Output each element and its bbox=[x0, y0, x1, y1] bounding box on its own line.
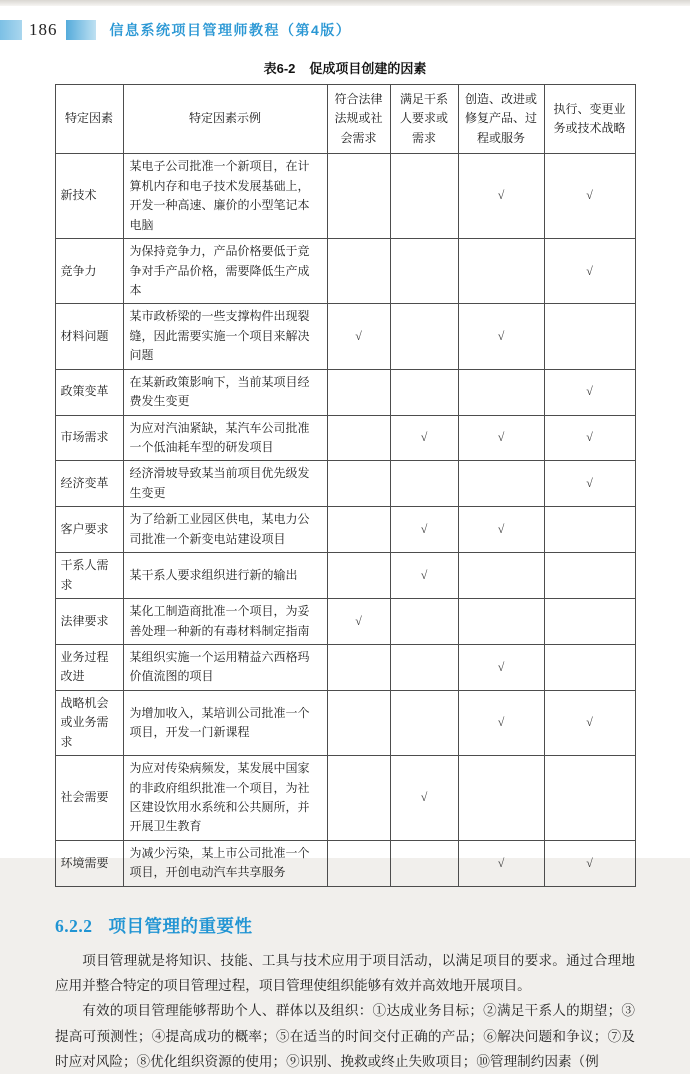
checkmark-cell: √ bbox=[544, 369, 635, 415]
factor-cell: 市场需求 bbox=[55, 415, 123, 461]
paragraph: 有效的项目管理能够帮助个人、群体以及组织：①达成业务目标；②满足干系人的期望；③提高可预测性；④提高成功的概率；⑤在适当的时间交付正确的产品；⑥解决问题和争议；⑦及时应对风险；⑧优化组织资源的使用；⑨识别、挽救或终止失败项目；⑩管理制约因素（例 bbox=[55, 1003, 635, 1069]
table-row bbox=[55, 415, 635, 461]
checkmark-cell: √ bbox=[458, 507, 544, 553]
table-row bbox=[55, 840, 635, 886]
factor-cell: 客户要求 bbox=[55, 507, 123, 553]
empty-cell bbox=[544, 599, 635, 645]
checkmark-cell: √ bbox=[458, 415, 544, 461]
empty-cell bbox=[327, 507, 390, 553]
project-factors-table bbox=[55, 84, 636, 887]
checkmark-cell: √ bbox=[458, 304, 544, 369]
table-body bbox=[55, 154, 635, 886]
factor-cell: 政策变革 bbox=[55, 369, 123, 415]
empty-cell bbox=[544, 553, 635, 599]
book-page bbox=[0, 6, 690, 1069]
table-row bbox=[55, 154, 635, 239]
empty-cell bbox=[544, 304, 635, 369]
body-text bbox=[55, 948, 635, 1074]
empty-cell bbox=[327, 415, 390, 461]
table-row bbox=[55, 507, 635, 553]
empty-cell bbox=[458, 369, 544, 415]
page-number: 186 bbox=[29, 20, 58, 39]
paragraph: 项目管理就是将知识、技能、工具与技术应用于项目活动，以满足项目的要求。通过合理地应用并整合特定的项目管理过程，项目管理使组织能够有效并高效地开展项目。 bbox=[55, 952, 635, 994]
example-cell: 在某新政策影响下，当前某项目经费发生变更 bbox=[123, 369, 327, 415]
example-cell: 某组织实施一个运用精益六西格玛价值流图的项目 bbox=[123, 644, 327, 690]
example-cell: 为增加收入，某培训公司批准一个项目，开发一门新课程 bbox=[123, 690, 327, 755]
column-header: 特定因素 bbox=[55, 85, 123, 154]
empty-cell bbox=[544, 756, 635, 841]
table-row bbox=[55, 644, 635, 690]
empty-cell bbox=[458, 756, 544, 841]
factor-cell: 环境需要 bbox=[55, 840, 123, 886]
checkmark-cell: √ bbox=[327, 304, 390, 369]
example-cell: 某化工制造商批准一个项目，为妥善处理一种新的有毒材料制定指南 bbox=[123, 599, 327, 645]
factor-cell: 业务过程改进 bbox=[55, 644, 123, 690]
empty-cell bbox=[327, 154, 390, 239]
factor-cell: 社会需要 bbox=[55, 756, 123, 841]
column-header: 创造、改进或修复产品、过程或服务 bbox=[458, 85, 544, 154]
empty-cell bbox=[458, 553, 544, 599]
table-row bbox=[55, 304, 635, 369]
empty-cell bbox=[327, 690, 390, 755]
factor-cell: 战略机会或业务需求 bbox=[55, 690, 123, 755]
table-caption-label: 表6-2 bbox=[263, 61, 296, 76]
checkmark-cell: √ bbox=[327, 599, 390, 645]
empty-cell bbox=[390, 599, 458, 645]
checkmark-cell: √ bbox=[390, 756, 458, 841]
table-row bbox=[55, 553, 635, 599]
section-number: 6.2.2 bbox=[55, 915, 93, 936]
column-header: 执行、变更业务或技术战略 bbox=[544, 85, 635, 154]
example-cell: 为应对传染病频发，某发展中国家的非政府组织批准一个项目，为社区建设饮用水系统和公共厕所，并开展卫生教育 bbox=[123, 756, 327, 841]
section-heading bbox=[55, 913, 635, 938]
section-title: 项目管理的重要性 bbox=[108, 915, 253, 936]
checkmark-cell: √ bbox=[544, 840, 635, 886]
checkmark-cell: √ bbox=[544, 415, 635, 461]
empty-cell bbox=[327, 644, 390, 690]
empty-cell bbox=[390, 239, 458, 304]
table-row bbox=[55, 369, 635, 415]
checkmark-cell: √ bbox=[544, 154, 635, 239]
checkmark-cell: √ bbox=[390, 553, 458, 599]
example-cell: 为应对汽油紧缺，某汽车公司批准一个低油耗车型的研发项目 bbox=[123, 415, 327, 461]
empty-cell bbox=[390, 644, 458, 690]
column-header: 满足干系人要求或需求 bbox=[390, 85, 458, 154]
example-cell: 为减少污染，某上市公司批准一个项目，开创电动汽车共享服务 bbox=[123, 840, 327, 886]
empty-cell bbox=[390, 840, 458, 886]
running-header bbox=[0, 6, 690, 41]
checkmark-cell: √ bbox=[458, 690, 544, 755]
empty-cell bbox=[544, 644, 635, 690]
table-row bbox=[55, 239, 635, 304]
example-cell: 为保持竞争力，产品价格要低于竞争对手产品价格，需要降低生产成本 bbox=[123, 239, 327, 304]
checkmark-cell: √ bbox=[458, 154, 544, 239]
factor-cell: 材料问题 bbox=[55, 304, 123, 369]
checkmark-cell: √ bbox=[390, 507, 458, 553]
empty-cell bbox=[390, 369, 458, 415]
factor-cell: 新技术 bbox=[55, 154, 123, 239]
example-cell: 某电子公司批准一个新项目，在计算机内存和电子技术发展基础上，开发一种高速、廉价的小型笔记本电脑 bbox=[123, 154, 327, 239]
checkmark-cell: √ bbox=[544, 690, 635, 755]
empty-cell bbox=[544, 507, 635, 553]
empty-cell bbox=[327, 369, 390, 415]
empty-cell bbox=[458, 599, 544, 645]
empty-cell bbox=[390, 304, 458, 369]
empty-cell bbox=[390, 690, 458, 755]
factor-cell: 干系人需求 bbox=[55, 553, 123, 599]
example-cell: 为了给新工业园区供电，某电力公司批准一个新变电站建设项目 bbox=[123, 507, 327, 553]
table-row bbox=[55, 756, 635, 841]
example-cell: 某干系人要求组织进行新的输出 bbox=[123, 553, 327, 599]
column-header: 符合法律法规或社会需求 bbox=[327, 85, 390, 154]
empty-cell bbox=[327, 840, 390, 886]
table-row bbox=[55, 599, 635, 645]
empty-cell bbox=[458, 461, 544, 507]
empty-cell bbox=[390, 154, 458, 239]
table-row bbox=[55, 690, 635, 755]
example-cell: 经济滑坡导致某当前项目优先级发生变更 bbox=[123, 461, 327, 507]
factor-cell: 经济变革 bbox=[55, 461, 123, 507]
header-accent-square-icon bbox=[0, 20, 22, 40]
table-row bbox=[55, 461, 635, 507]
book-title: 信息系统项目管理师教程（第4版） bbox=[109, 22, 352, 38]
empty-cell bbox=[327, 756, 390, 841]
checkmark-cell: √ bbox=[544, 239, 635, 304]
empty-cell bbox=[327, 239, 390, 304]
empty-cell bbox=[390, 461, 458, 507]
example-cell: 某市政桥梁的一些支撑构件出现裂缝，因此需要实施一个项目来解决问题 bbox=[123, 304, 327, 369]
empty-cell bbox=[458, 239, 544, 304]
checkmark-cell: √ bbox=[544, 461, 635, 507]
factor-cell: 法律要求 bbox=[55, 599, 123, 645]
factor-cell: 竞争力 bbox=[55, 239, 123, 304]
empty-cell bbox=[327, 461, 390, 507]
column-header: 特定因素示例 bbox=[123, 85, 327, 154]
checkmark-cell: √ bbox=[458, 840, 544, 886]
table-caption-title: 促成项目创建的因素 bbox=[309, 61, 427, 76]
table-caption bbox=[0, 58, 690, 77]
header-accent-square-icon bbox=[66, 20, 96, 40]
scan-edge bbox=[0, 0, 690, 6]
table-header-row bbox=[55, 85, 635, 154]
empty-cell bbox=[327, 553, 390, 599]
checkmark-cell: √ bbox=[390, 415, 458, 461]
checkmark-cell: √ bbox=[458, 644, 544, 690]
